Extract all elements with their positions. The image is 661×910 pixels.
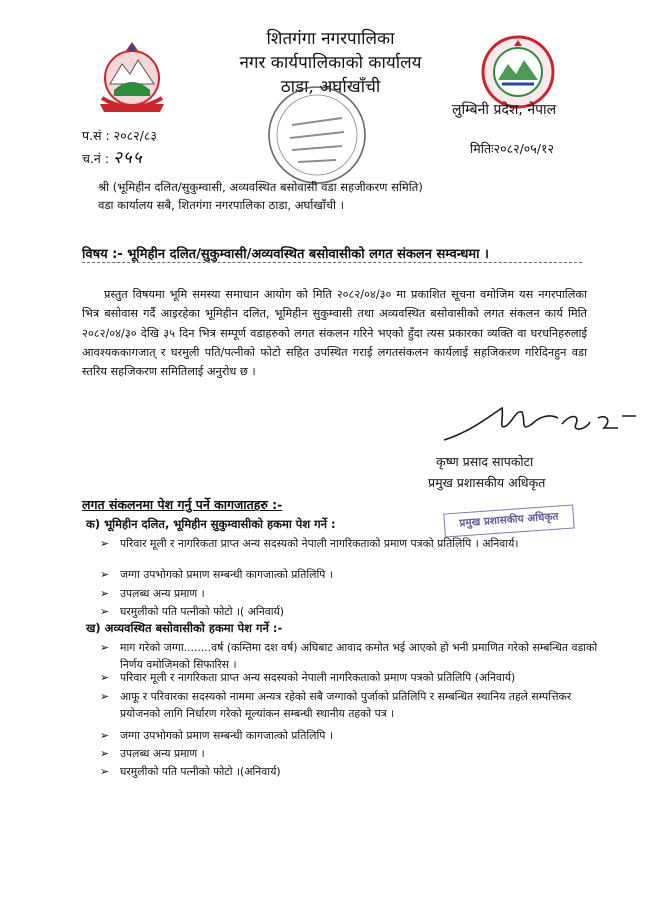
province-label: लुम्बिनी प्रदेश, नेपाल: [452, 102, 557, 118]
recipient-line-2: वडा कार्यालय सबै, शितगंगा नगरपालिका ठाडा, अर्घाखाँची ।: [98, 198, 345, 212]
designation-stamp: प्रमुख प्रशासकीय अधिकृत: [443, 504, 574, 537]
body-paragraph: प्रस्तुत विषयमा भूमि समस्या समाधान आयोग को मिति २०८२/०४/३० मा प्रकाशित सूचना वमोजिम यस नगरपालिका भित्र बसोवास गर्दै आइरहेका भूमिहीन दलित, भूमिहीन सुकुम्वासी तथा अव्यवस्थित बसोवासीको लगत संकलन कार्य मिति २०८२/०४/३० देखि ३५ दिन भित्र सम्पूर्ण वडाहरुको लगत संकलन गरिने भएको हुँदा त्यस प्रकारका व्यक्ति वा घरधनिहरुलाई आवश्यककागजात् र घरमुली पति/पत्नीको फोटो सहित उपस्थित गराई लगतसंकलन कार्यलाई सहजिकरण गरिदिनहुन वडा स्तरिय सहजिकरण समितिलाई अनुरोध छ ।: [82, 288, 587, 379]
arrow-bullet-icon: ➢: [100, 605, 110, 618]
arrow-bullet-icon: ➢: [100, 747, 110, 760]
signatory-name: कृष्ण प्रसाद सापकोटा: [436, 454, 534, 469]
documents-title: लगत संकलनमा पेश गर्नु पर्ने कागजातहरु :-: [82, 497, 283, 512]
arrow-bullet-icon: ➢: [100, 729, 110, 742]
recipient-line-1: श्री (भूमिहीन दलित/सुकुम्वासी, अव्यवस्थित बसोवासी वडा सहजीकरण समिति): [98, 180, 423, 194]
arrow-bullet-icon: ➢: [100, 641, 110, 654]
section-a-heading: क) भूमिहीन दलित, भूमिहीन सुकुम्वासीको हकमा पेश गर्ने :: [86, 517, 336, 531]
subject-line: विषय :- भूमिहीन दलित/सुकुम्वासी/अव्यवस्थित बसोवासीको लगत संकलन सम्वन्धमा ।: [82, 247, 489, 262]
list-item: ➢ जग्गा उपभोगको प्रमाण सम्बन्धी कागजात्को प्रतिलिपि ।: [100, 568, 333, 581]
municipality-logo-icon: [480, 34, 556, 110]
office-seal-icon: [262, 80, 372, 190]
reference-number: प.सं : २०८२/८३: [82, 128, 157, 143]
list-item: ➢ परिवार मूली र नागरिकता प्राप्त अन्य सदस्यको नेपाली नागरिकताको प्रमाण पत्रको प्रतिलिपि (अनिवार्य): [100, 671, 516, 684]
list-item: ➢ उपलब्ध अन्य प्रमाण ।: [100, 587, 205, 600]
list-item: ➢ घरमुलीको पति पत्नीको फोटो ।(अनिवार्य): [100, 765, 281, 778]
list-item: ➢ घरमुलीको पति पत्नीको फोटो ।( अनिवार्य): [100, 605, 284, 618]
subject-divider: [82, 262, 582, 263]
arrow-bullet-icon: ➢: [100, 690, 110, 703]
list-item: ➢ उपलब्ध अन्य प्रमाण ।: [100, 747, 205, 760]
list-item: ➢ जग्गा उपभोगको प्रमाण सम्बन्धी कागजात्को प्रतिलिपि ।: [100, 729, 333, 742]
dispatch-label: च.नं :: [82, 151, 110, 166]
arrow-bullet-icon: ➢: [100, 765, 110, 778]
municipality-name: शितगंगा नगरपालिका: [266, 29, 395, 49]
arrow-bullet-icon: ➢: [100, 671, 110, 684]
letter-date: मितिः२०८२/०५/१२: [470, 141, 555, 156]
arrow-bullet-icon: ➢: [100, 568, 110, 581]
arrow-bullet-icon: ➢: [100, 587, 110, 600]
section-b-heading: ख) अव्यवस्थित बसोवासीको हकमा पेश गर्ने :-: [86, 621, 283, 635]
signature-icon: [440, 402, 640, 446]
office-name: नगर कार्यपालिकाको कार्यालय: [239, 53, 422, 73]
list-item: ➢ आफू र परिवारका सदस्यको नाममा अन्यत्र रहेको सबै जग्गाको पुर्जाको प्रतिलिपि र सम्बन्धित स्थानिय तहले सम्पत्तिकर प्रयोजनको लागि निर्धारण गरेको मूल्यांकन सम्बन्धी स्थानीय तहको पत्र ।: [100, 690, 572, 720]
office-location: ठाडा, अर्घाखाँची: [280, 77, 381, 97]
signatory-designation: प्रमुख प्रशासकीय अधिकृत: [428, 475, 546, 490]
arrow-bullet-icon: ➢: [100, 537, 110, 550]
list-item: ➢ माग गरेको जग्गा........वर्ष (कम्तिमा दश वर्ष) अघिबाट आवाद कमोत भई आएको हो भनी प्रमाणित गरेको सम्बन्धित वडाको निर्णय वमोजिमको सिफारिस ।: [100, 641, 598, 671]
dispatch-number: २५५: [113, 148, 143, 168]
list-item: ➢ परिवार मूली र नागरिकता प्राप्त अन्य सदस्यको नेपाली नागरिकताको प्रमाण पत्रको प्रतिलिपि । अनिवार्य।: [100, 537, 519, 550]
dispatch-number-row: [82, 145, 143, 168]
